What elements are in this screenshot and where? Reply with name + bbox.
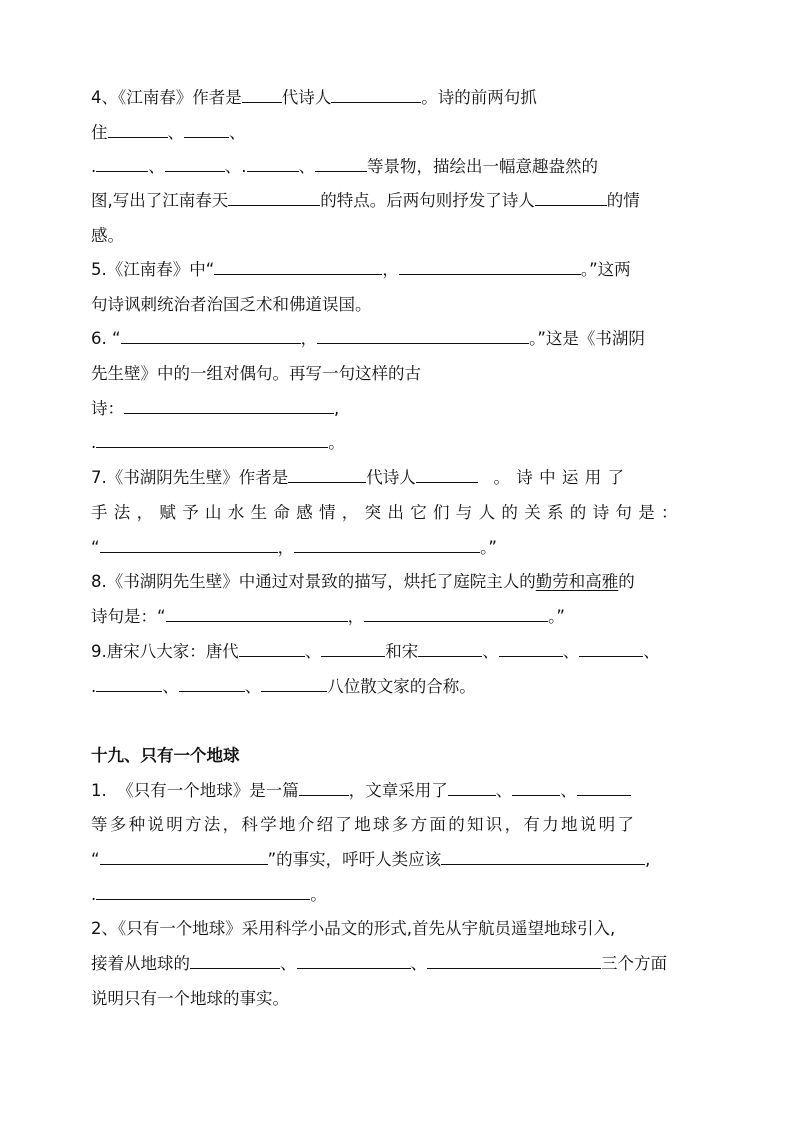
- q4-line-5: 感。: [91, 226, 124, 245]
- q8-line-1: 8.《书湖阴先生壁》中通过对景致的描写，烘托了庭院主人的勤劳和高雅的: [91, 572, 635, 591]
- q6-line-4: . 。: [91, 433, 345, 452]
- q4-title: 《江南春》: [118, 88, 193, 107]
- blank[interactable]: [165, 155, 225, 172]
- q6-line-2: 先生壁》中的一组对偶句。再写一句这样的古: [91, 364, 421, 383]
- blank[interactable]: [427, 952, 601, 969]
- section-19-heading: 十九、只有一个地球: [91, 746, 240, 765]
- q6-line-1: 6. “ ， 。”这是《书湖阴: [91, 329, 645, 348]
- q4-line-1: 4、《江南春》作者是 代诗人 。诗的前两句抓: [91, 88, 537, 107]
- s19-q1-line-4: . 。: [91, 885, 327, 904]
- blank[interactable]: [179, 675, 245, 692]
- blank[interactable]: [399, 258, 581, 275]
- blank[interactable]: [184, 121, 229, 138]
- blank[interactable]: [331, 86, 421, 103]
- s19-q1-line-3: “ ”的事实，呼吁人类应该 ,: [91, 850, 651, 869]
- q6-line-3: 诗： ,: [91, 399, 340, 418]
- q4-number: 4、: [91, 88, 118, 107]
- s19-q2-line-3: 说明只有一个地球的事实。: [91, 989, 289, 1008]
- q7-line-3: “ ， 。”: [91, 538, 497, 557]
- q4-line-3: . 、 、. 、 等景物，描绘出一幅意趣盎然的: [91, 157, 598, 176]
- q7-number: 7.: [91, 468, 107, 487]
- q7-line-2: 手法，赋予山水生命感情，突出它们与人的关系的诗句是：: [91, 503, 684, 522]
- q4-line-4: 图,写出了江南春天 的特点。后两句则抒发了诗人 的情: [91, 191, 640, 210]
- q5-line-2: 句诗讽刺统治者治国乏术和佛道误国。: [91, 295, 372, 314]
- q5-number: 5.: [91, 260, 107, 279]
- s19-q1-line-2: 等多种说明方法，科学地介绍了地球多方面的知识，有力地说明了: [91, 815, 637, 834]
- blank[interactable]: [499, 640, 563, 657]
- blank[interactable]: [100, 848, 268, 865]
- blank[interactable]: [96, 431, 328, 448]
- q7-line-1: 7.《书湖阴先生壁》作者是 代诗人 。诗中运用了: [91, 468, 631, 487]
- blank[interactable]: [512, 779, 560, 796]
- blank[interactable]: [321, 640, 385, 657]
- underlined-phrase: 勤劳和高雅: [535, 572, 619, 591]
- blank[interactable]: [418, 640, 482, 657]
- q9-number: 9.: [91, 642, 107, 661]
- blank[interactable]: [190, 952, 280, 969]
- blank[interactable]: [121, 327, 301, 344]
- q6-number: 6.: [91, 329, 107, 348]
- blank[interactable]: [166, 605, 348, 622]
- blank[interactable]: [242, 86, 282, 103]
- blank[interactable]: [96, 155, 148, 172]
- blank[interactable]: [100, 536, 278, 553]
- blank[interactable]: [317, 327, 529, 344]
- blank[interactable]: [228, 189, 320, 206]
- blank[interactable]: [288, 466, 366, 483]
- blank[interactable]: [247, 155, 299, 172]
- blank[interactable]: [261, 675, 327, 692]
- q8-line-2: 诗句是：“ ， 。”: [91, 607, 565, 626]
- blank[interactable]: [299, 779, 349, 796]
- blank[interactable]: [364, 605, 548, 622]
- blank[interactable]: [297, 952, 411, 969]
- q4-line-2: 住 、 、: [91, 123, 246, 142]
- s19-q2-line-2: 接着从地球的 、 、 三个方面: [91, 954, 667, 973]
- blank[interactable]: [108, 121, 168, 138]
- blank[interactable]: [535, 189, 607, 206]
- s19-q1-number: 1.: [91, 781, 107, 800]
- blank[interactable]: [124, 397, 334, 414]
- s19-q1-line-1: 1. 《只有一个地球》是一篇 ，文章采用了 、 、: [91, 779, 631, 803]
- blank[interactable]: [315, 155, 367, 172]
- q9-line-1: 9.唐宋八大家：唐代 、 和宋 、 、 、: [91, 642, 660, 661]
- blank[interactable]: [96, 883, 310, 900]
- q5-line-1: 5.《江南春》中“ ， 。”这两: [91, 260, 631, 279]
- blank[interactable]: [239, 640, 305, 657]
- blank[interactable]: [448, 779, 496, 796]
- blank[interactable]: [214, 258, 382, 275]
- s19-q2-number: 2、: [91, 919, 118, 938]
- q9-line-2: . 、 、 八位散文家的合称。: [91, 677, 476, 696]
- blank[interactable]: [579, 640, 643, 657]
- blank[interactable]: [294, 536, 480, 553]
- s19-q2-line-1: 2、《只有一个地球》采用科学小品文的形式,首先从宇航员遥望地球引入,: [91, 919, 616, 938]
- blank[interactable]: [96, 675, 162, 692]
- blank[interactable]: [441, 848, 645, 865]
- blank[interactable]: [577, 779, 631, 796]
- blank[interactable]: [416, 466, 478, 483]
- q8-number: 8.: [91, 572, 107, 591]
